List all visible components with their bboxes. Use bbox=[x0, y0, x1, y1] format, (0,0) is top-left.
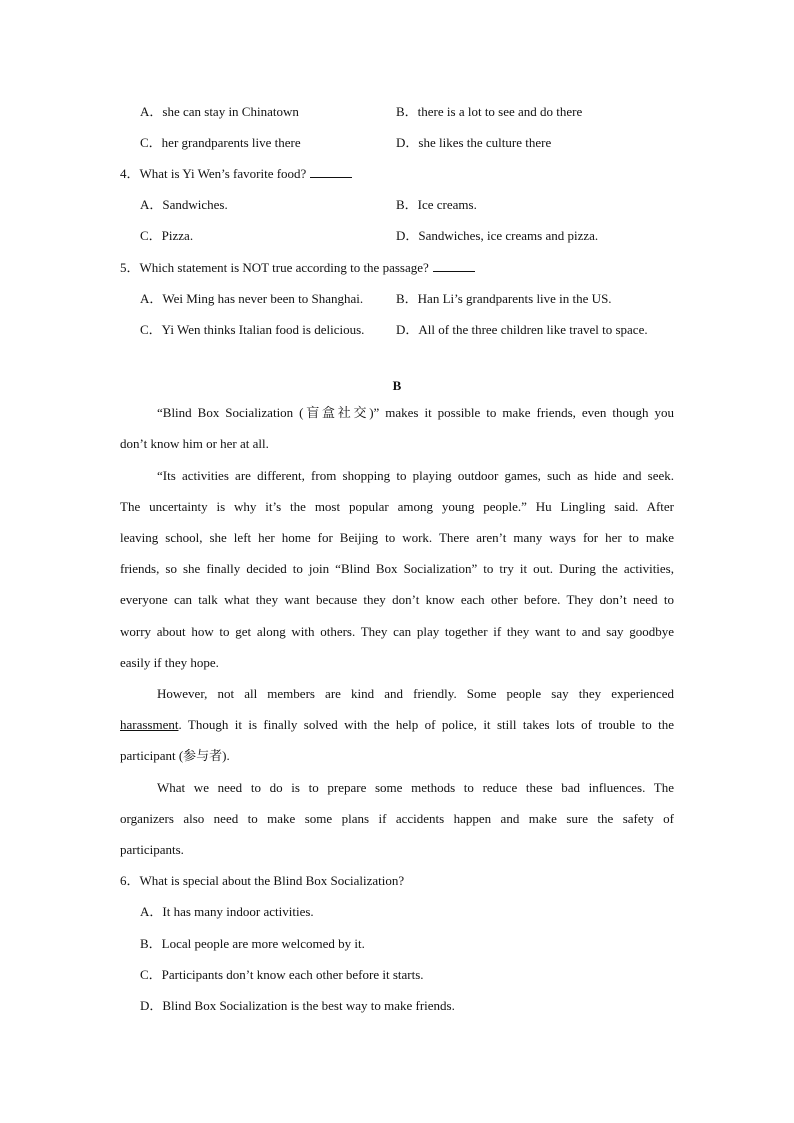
q3-option-b: B．there is a lot to see and do there bbox=[396, 104, 583, 119]
q4-option-b: B．Ice creams. bbox=[396, 197, 477, 212]
q5-option-c: C．Yi Wen thinks Italian food is delicious. bbox=[140, 322, 365, 337]
paragraph-2-line: everyone can talk what they want because they don’t know each other before. They don’t need to bbox=[120, 592, 674, 607]
paragraph-4-line: organizers also need to make some plans if accidents happen and make sure the safety of bbox=[120, 811, 674, 826]
q6-question: 6．What is special about the Blind Box Socialization? bbox=[120, 873, 405, 888]
q4-question bbox=[120, 166, 352, 182]
paragraph-3-text: . Though it is finally solved with the help of police, it still takes lots of trouble to the bbox=[178, 717, 674, 732]
q5-option-a: A．Wei Ming has never been to Shanghai. bbox=[140, 291, 364, 306]
q5-option-b: B．Han Li’s grandparents live in the US. bbox=[396, 291, 612, 306]
answer-blank bbox=[433, 260, 475, 272]
q3-option-d: D．she likes the culture there bbox=[396, 135, 552, 150]
paragraph-2-line: The uncertainty is why it’s the most popular among young people.” Hu Lingling said. After bbox=[120, 499, 674, 514]
q3-option-c: C．her grandparents live there bbox=[140, 135, 301, 150]
q6-option-c: C．Participants don’t know each other before it starts. bbox=[140, 967, 424, 982]
underlined-word: harassment bbox=[120, 717, 179, 732]
paragraph-2-line: worry about how to get along with others. They can play together if they want to and say goodbye bbox=[120, 624, 674, 639]
paragraph-2-line: “Its activities are different, from shopping to playing outdoor games, such as hide and seek. bbox=[157, 468, 674, 483]
q6-option-b: B．Local people are more welcomed by it. bbox=[140, 936, 365, 951]
paragraph-4-line: participants. bbox=[120, 842, 184, 857]
q3-option-a: A．she can stay in Chinatown bbox=[140, 104, 299, 119]
answer-blank bbox=[310, 166, 352, 178]
paragraph-3-line bbox=[120, 717, 674, 733]
paragraph-3-line: participant (参与者). bbox=[120, 748, 230, 763]
q6-option-d: D．Blind Box Socialization is the best way to make friends. bbox=[140, 998, 455, 1013]
q5-question bbox=[120, 260, 475, 276]
section-b-title: B bbox=[392, 378, 402, 393]
q5-stem: 5．Which statement is NOT true according to the passage? bbox=[120, 260, 429, 275]
paragraph-2-line: easily if they hope. bbox=[120, 655, 219, 670]
paragraph-1-line: “Blind Box Socialization (盲盒社交)” makes it possible to make friends, even though you bbox=[157, 405, 674, 420]
q5-option-d: D．All of the three children like travel to space. bbox=[396, 322, 648, 337]
q4-option-a: A．Sandwiches. bbox=[140, 197, 228, 212]
paragraph-3-line: However, not all members are kind and friendly. Some people say they experienced bbox=[157, 686, 674, 701]
paragraph-2-line: friends, so she finally decided to join “Blind Box Socialization” to try it out. During the activities, bbox=[120, 561, 674, 576]
paragraph-4-line: What we need to do is to prepare some methods to reduce these bad influences. The bbox=[157, 780, 674, 795]
q6-option-a: A．It has many indoor activities. bbox=[140, 904, 314, 919]
paragraph-1-line: don’t know him or her at all. bbox=[120, 436, 269, 451]
paragraph-2-line: leaving school, she left her home for Beijing to work. There aren’t many ways for her to make bbox=[120, 530, 674, 545]
q4-stem: 4．What is Yi Wen’s favorite food? bbox=[120, 166, 307, 181]
q4-option-c: C．Pizza. bbox=[140, 228, 194, 243]
q4-option-d: D．Sandwiches, ice creams and pizza. bbox=[396, 228, 599, 243]
